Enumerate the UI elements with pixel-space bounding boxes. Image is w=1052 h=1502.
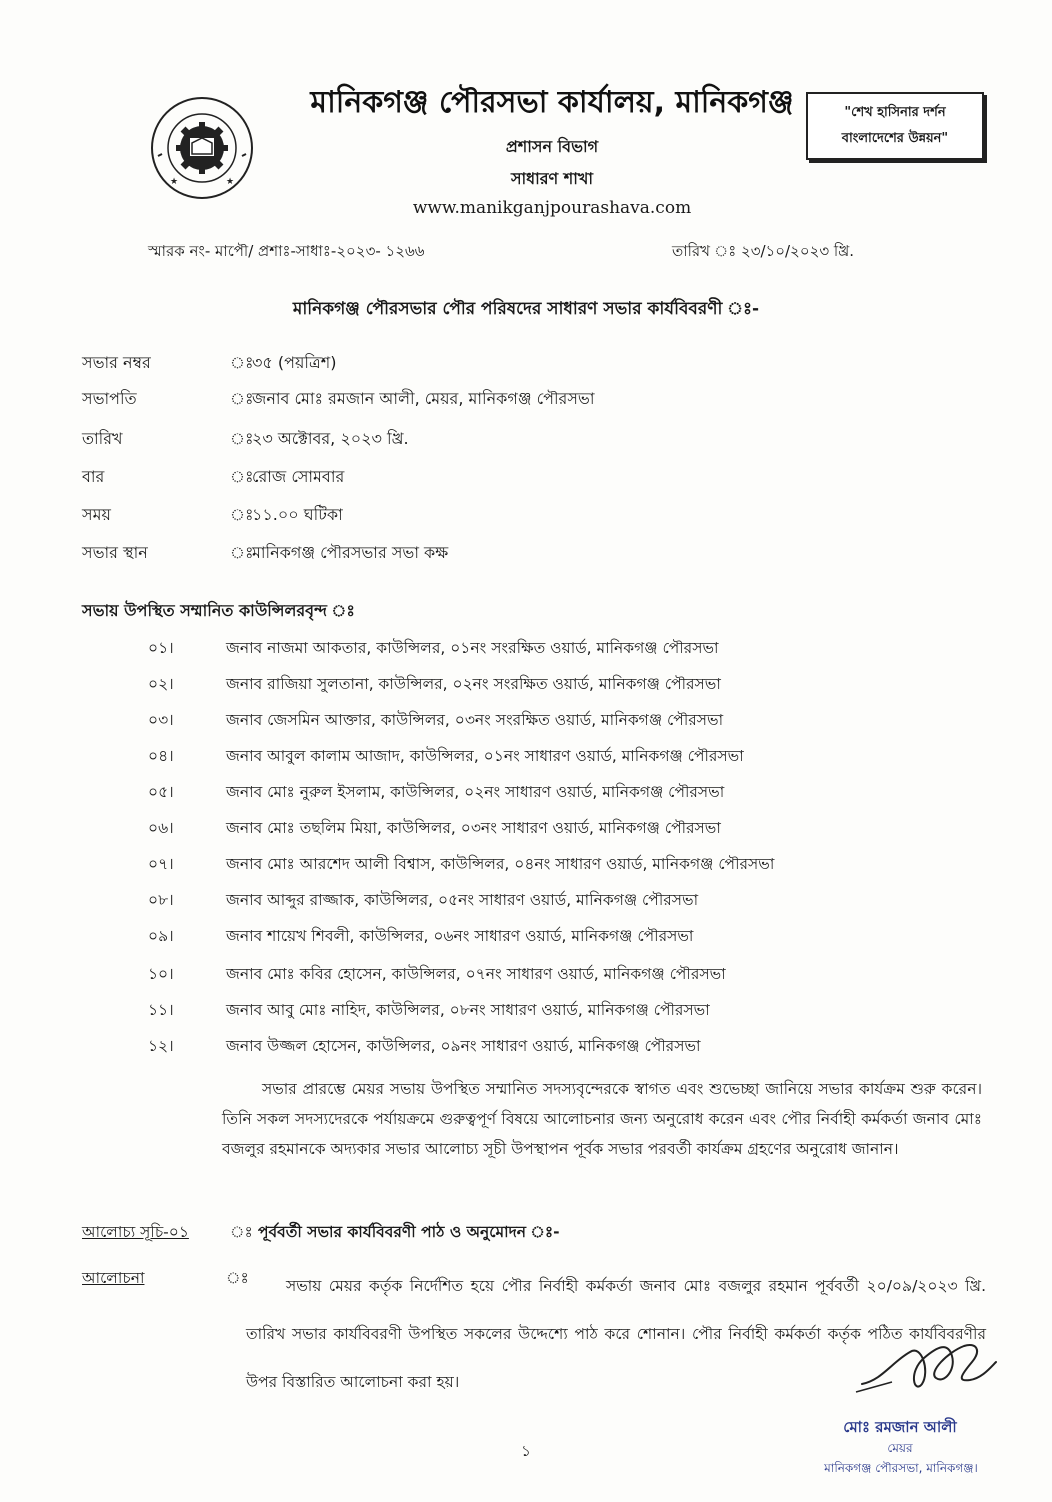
signatory-title: মেয়র bbox=[887, 1441, 913, 1455]
slogan-line-1: "শেখ হাসিনার দর্শন bbox=[844, 105, 946, 120]
list-item-number: ০১। bbox=[148, 639, 174, 657]
info-value: ১১.০০ ঘটিকা bbox=[252, 505, 343, 524]
department-name: প্রশাসন বিভাগ bbox=[505, 137, 599, 156]
list-item-text: জনাব উজ্জল হোসেন, কাউন্সিলর, ০৯নং সাধারণ ওয়ার্ড, মানিকগঞ্জ পৌরসভা bbox=[226, 1037, 701, 1055]
svg-text:★: ★ bbox=[226, 177, 235, 187]
list-item-text: জনাব মোঃ তছলিম মিয়া, কাউন্সিলর, ০৩নং সাধারণ ওয়ার্ড, মানিকগঞ্জ পৌরসভা bbox=[226, 819, 721, 837]
info-label: সভার নম্বর bbox=[82, 353, 151, 372]
signatory-organization: মানিকগঞ্জ পৌরসভা, মানিকগঞ্জ। bbox=[824, 1461, 978, 1475]
info-colon: ঃ bbox=[230, 429, 254, 448]
info-label: বার bbox=[82, 467, 105, 486]
info-value: ৩৫ (পয়ত্রিশ) bbox=[252, 353, 337, 372]
discussion-text: সভায় মেয়র কর্তৃক নির্দেশিত হয়ে পৌর নির্বাহী কর্মকর্তা জনাব মোঃ বজলুর রহমান পূর্ববর্তী ২০/০৯/২০২৩ খ্রি. তারিখ সভার কার্যবিবরণী উপস্থিত সকলের উদ্দেশ্যে পাঠ করে শোনান। পৌর নির্বাহী কর্মকর্তা কর্তৃক পঠিত কার্যবিবরণীর উপর বিস্তারিত আলোচনা করা হয়। bbox=[246, 1277, 986, 1391]
slogan-line-2: বাংলাদেশের উন্নয়ন" bbox=[841, 131, 949, 146]
list-item-text: জনাব মোঃ আরশেদ আলী বিশ্বাস, কাউন্সিলর, ০৪নং সাধারণ ওয়ার্ড, মানিকগঞ্জ পৌরসভা bbox=[226, 855, 775, 873]
list-item-number: ০৮। bbox=[148, 891, 174, 909]
councillors-heading: সভায় উপস্থিত সম্মানিত কাউন্সিলরবৃন্দ ঃ bbox=[82, 601, 355, 620]
list-item-text: জনাব মোঃ নুরুল ইসলাম, কাউন্সিলর, ০২নং সাধারণ ওয়ার্ড, মানিকগঞ্জ পৌরসভা bbox=[226, 783, 725, 801]
page-number: ১ bbox=[521, 1442, 531, 1460]
agenda-colon: ঃ bbox=[230, 1223, 253, 1241]
signature-icon bbox=[852, 1322, 1002, 1402]
list-item-number: ০৪। bbox=[148, 747, 174, 765]
list-item-text: জনাব আব্দুর রাজ্জাক, কাউন্সিলর, ০৫নং সাধারণ ওয়ার্ড, মানিকগঞ্জ পৌরসভা bbox=[226, 891, 699, 909]
discussion-label: আলোচনা bbox=[82, 1269, 145, 1287]
discussion-colon: ঃ bbox=[226, 1269, 249, 1287]
list-item-number: ১১। bbox=[148, 1001, 174, 1019]
list-item-text: জনাব মোঃ কবির হোসেন, কাউন্সিলর, ০৭নং সাধারণ ওয়ার্ড, মানিকগঞ্জ পৌরসভা bbox=[226, 965, 726, 983]
slogan-box bbox=[806, 92, 984, 160]
list-item-number: ০২। bbox=[148, 675, 174, 693]
agenda-title: পূর্ববর্তী সভার কার্যবিবরণী পাঠ ও অনুমোদন ঃ- bbox=[258, 1223, 560, 1241]
signatory-name: মোঃ রমজান আলী bbox=[843, 1418, 957, 1436]
info-value: ২৩ অক্টোবর, ২০২৩ খ্রি. bbox=[252, 429, 409, 448]
list-item-number: ০৭। bbox=[148, 855, 174, 873]
list-item-number: ০৩। bbox=[148, 711, 174, 729]
info-value: জনাব মোঃ রমজান আলী, মেয়র, মানিকগঞ্জ পৌরসভা bbox=[252, 389, 595, 408]
list-item-text: জনাব আবু মোঃ নাহিদ, কাউন্সিলর, ০৮নং সাধারণ ওয়ার্ড, মানিকগঞ্জ পৌরসভা bbox=[226, 1001, 710, 1019]
branch-name: সাধারণ শাখা bbox=[510, 169, 594, 188]
list-item-text: জনাব শায়েখ শিবলী, কাউন্সিলর, ০৬নং সাধারণ ওয়ার্ড, মানিকগঞ্জ পৌরসভা bbox=[226, 927, 694, 945]
info-colon: ঃ bbox=[230, 353, 254, 372]
info-label: সভাপতি bbox=[82, 389, 137, 408]
list-item-text: জনাব রাজিয়া সুলতানা, কাউন্সিলর, ০২নং সংরক্ষিত ওয়ার্ড, মানিকগঞ্জ পৌরসভা bbox=[226, 675, 721, 693]
intro-paragraph: সভার প্রারম্ভে মেয়র সভায় উপস্থিত সম্মানিত সদস্যবৃন্দেরকে স্বাগত এবং শুভেচ্ছা জানিয়ে সভার কার্যক্রম শুরু করেন। তিনি সকল সদস্যদেরকে পর্যায়ক্রমে গুরুত্বপূর্ণ বিষয়ে আলোচনার জন্য অনুরোধ করেন এবং পৌর নির্বাহী কর্মকর্তা জনাব মোঃ বজলুর রহমানকে অদ্যকার সভার আলোচ্য সূচী উপস্থাপন পূর্বক সভার পরবর্তী কার্যক্রম গ্রহণের অনুরোধ জানান। bbox=[222, 1080, 982, 1158]
info-value: মানিকগঞ্জ পৌরসভার সভা কক্ষ bbox=[252, 543, 449, 562]
list-item-text: জনাব জেসমিন আক্তার, কাউন্সিলর, ০৩নং সংরক্ষিত ওয়ার্ড, মানিকগঞ্জ পৌরসভা bbox=[226, 711, 724, 729]
info-label: সময় bbox=[82, 505, 111, 524]
list-item-number: ০৬। bbox=[148, 819, 174, 837]
list-item-number: ১০। bbox=[148, 965, 174, 983]
list-item-text: জনাব আবুল কালাম আজাদ, কাউন্সিলর, ০১নং সাধারণ ওয়ার্ড, মানিকগঞ্জ পৌরসভা bbox=[226, 747, 744, 765]
info-colon: ঃ bbox=[230, 467, 254, 486]
memo-number: স্মারক নং- মাপৌ/ প্রশাঃ-সাধাঃ-২০২৩- ১২৬৬ bbox=[148, 242, 425, 260]
info-colon: ঃ bbox=[230, 389, 254, 408]
info-label: তারিখ bbox=[82, 429, 123, 448]
website-url: www.manikganjpourashava.com bbox=[412, 198, 692, 218]
svg-text:★: ★ bbox=[170, 177, 179, 187]
list-item-number: ০৫। bbox=[148, 783, 174, 801]
organization-title: মানিকগঞ্জ পৌরসভা কার্যালয়, মানিকগঞ্জ bbox=[310, 85, 794, 120]
memo-date: তারিখ ঃ ২৩/১০/২০২৩ খ্রি. bbox=[672, 242, 855, 260]
municipality-seal-icon bbox=[150, 96, 254, 200]
document-heading: মানিকগঞ্জ পৌরসভার পৌর পরিষদের সাধারণ সভার কার্যবিবরণী ঃ- bbox=[292, 299, 760, 319]
info-value: রোজ সোমবার bbox=[252, 467, 345, 486]
agenda-label: আলোচ্য সূচি-০১ bbox=[82, 1223, 189, 1241]
list-item-number: ০৯। bbox=[148, 927, 174, 945]
list-item-number: ১২। bbox=[148, 1037, 174, 1055]
info-label: সভার স্থান bbox=[82, 543, 148, 562]
info-colon: ঃ bbox=[230, 543, 254, 562]
info-colon: ঃ bbox=[230, 505, 254, 524]
list-item-text: জনাব নাজমা আকতার, কাউন্সিলর, ০১নং সংরক্ষিত ওয়ার্ড, মানিকগঞ্জ পৌরসভা bbox=[226, 639, 719, 657]
